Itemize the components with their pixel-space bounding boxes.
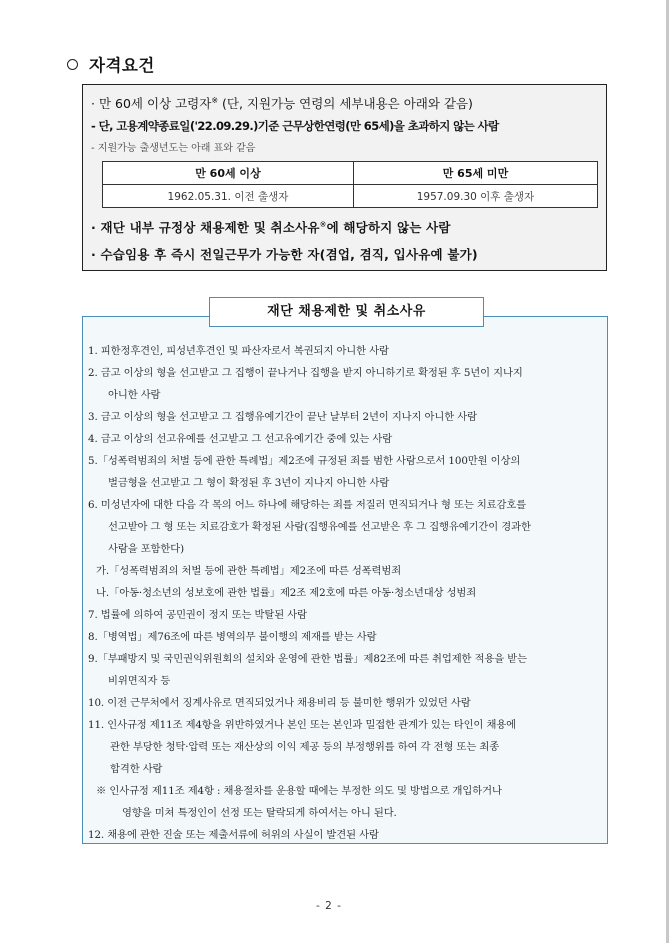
circle-bullet-icon bbox=[67, 59, 78, 70]
table-cell: 1962.05.31. 이전 출생자 bbox=[103, 185, 354, 208]
list-item: 가.「성폭력범죄의 처벌 등에 관한 특례법」제2조에 따른 성폭력범죄 bbox=[96, 565, 402, 577]
list-item: 아니한 사람 bbox=[108, 389, 161, 401]
reference-mark: ※ bbox=[319, 219, 327, 229]
list-item: 벌금형을 선고받고 그 형이 확정된 후 3년이 지나지 아니한 사람 bbox=[108, 477, 390, 489]
qualification-age-limit: - 단, 고용계약종료일('22.09.29.)기준 근무상한연령(만 65세)을 초과하지 않는 사람 bbox=[91, 119, 499, 133]
birth-year-table bbox=[102, 161, 598, 208]
list-item: 합격한 사람 bbox=[110, 763, 163, 775]
table-header: 만 65세 미만 bbox=[353, 162, 597, 185]
qualification-fulltime: · 수습임용 후 즉시 전일근무가 가능한 자(겸업, 겸직, 입사유예 불가) bbox=[91, 247, 478, 262]
list-item: 3. 금고 이상의 형을 선고받고 그 집행유예기간이 끝난 날부터 2년이 지나지 아니한 사람 bbox=[88, 411, 477, 423]
list-item: 나.「아동·청소년의 성보호에 관한 법률」제2조 제2호에 따른 아동·청소년대상 성범죄 bbox=[96, 587, 477, 599]
list-item: 1. 피한정후견인, 피성년후견인 및 파산자로서 복권되지 아니한 사람 bbox=[88, 345, 389, 357]
table-cell: 1957.09.30 이후 출생자 bbox=[353, 185, 597, 208]
list-item: 6. 미성년자에 대한 다음 각 목의 어느 하나에 해당하는 죄를 저질러 면직되거나 형 또는 치료감호를 bbox=[88, 499, 527, 511]
reference-mark: ※ bbox=[211, 95, 219, 105]
qualification-restriction-main: · 재단 내부 규정상 채용제한 및 취소사유 bbox=[91, 220, 320, 235]
list-item: 8.「병역법」제76조에 따른 병역의무 불이행의 제재를 받는 사람 bbox=[88, 631, 377, 643]
list-item: 12. 채용에 관한 진술 또는 제출서류에 허위의 사실이 발견된 사람 bbox=[88, 829, 379, 841]
qualification-age-detail: (단, 지원가능 연령의 세부내용은 아래와 같음) bbox=[218, 96, 473, 111]
list-item: 비위면직자 등 bbox=[108, 675, 171, 687]
list-item: 5.「성폭력범죄의 처벌 등에 관한 특례법」제2조에 규정된 죄를 범한 사람으로서 100만원 이상의 bbox=[88, 455, 521, 467]
table-row bbox=[103, 185, 598, 208]
qualification-age-main: · 만 60세 이상 고령자 bbox=[91, 96, 212, 111]
qualification-restriction-rest: 에 해당하지 않는 사람 bbox=[326, 220, 451, 235]
list-item: 7. 법률에 의하여 공민권이 정지 또는 박탈된 사람 bbox=[88, 609, 307, 621]
qualification-birth-note: - 지원가능 출생년도는 아래 표와 같음 bbox=[91, 143, 256, 154]
section-title: 자격요건 bbox=[89, 56, 155, 75]
restriction-reasons-list bbox=[88, 340, 603, 846]
qualification-age bbox=[91, 94, 473, 112]
list-item: 4. 금고 이상의 선고유예를 선고받고 그 선고유예기간 중에 있는 사람 bbox=[88, 433, 393, 445]
list-item: 11. 인사규정 제11조 제4항을 위반하였거나 본인 또는 본인과 밀접한 관계가 있는 타인이 채용에 bbox=[88, 719, 516, 731]
qualification-box bbox=[82, 84, 607, 271]
list-item: 관한 부당한 청탁·압력 또는 재산상의 이익 제공 등의 부정행위를 하여 각 전형 또는 최종 bbox=[110, 741, 500, 753]
list-item: 선고받아 그 형 또는 치료감호가 확정된 사람(집행유예를 선고받은 후 그 집행유예기간이 경과한 bbox=[108, 521, 531, 533]
restriction-reasons-title: 재단 채용제한 및 취소사유 bbox=[209, 297, 484, 327]
list-item: 9.「부패방지 및 국민권익위원회의 설치와 운영에 관한 법률」제82조에 따른 취업제한 적용을 받는 bbox=[88, 653, 527, 665]
page-number: - 2 - bbox=[316, 900, 342, 912]
section-heading bbox=[67, 52, 155, 76]
list-item: 영향을 미쳐 특정인이 선정 또는 탈락되게 하여서는 아니 된다. bbox=[122, 807, 397, 819]
table-header: 만 60세 이상 bbox=[103, 162, 354, 185]
list-item: 사람을 포함한다) bbox=[108, 543, 185, 555]
qualification-no-restriction bbox=[91, 218, 451, 236]
list-item: 2. 금고 이상의 형을 선고받고 그 집행이 끝나거나 집행을 받지 아니하기로 확정된 후 5년이 지나지 bbox=[88, 367, 523, 379]
list-item: 10. 이전 근무처에서 징계사유로 면직되었거나 채용비리 등 불미한 행위가 있었던 사람 bbox=[88, 697, 471, 709]
list-item: ※ 인사규정 제11조 제4항 : 채용절차를 운용할 때에는 부정한 의도 및 방법으로 개입하거나 bbox=[96, 785, 502, 797]
